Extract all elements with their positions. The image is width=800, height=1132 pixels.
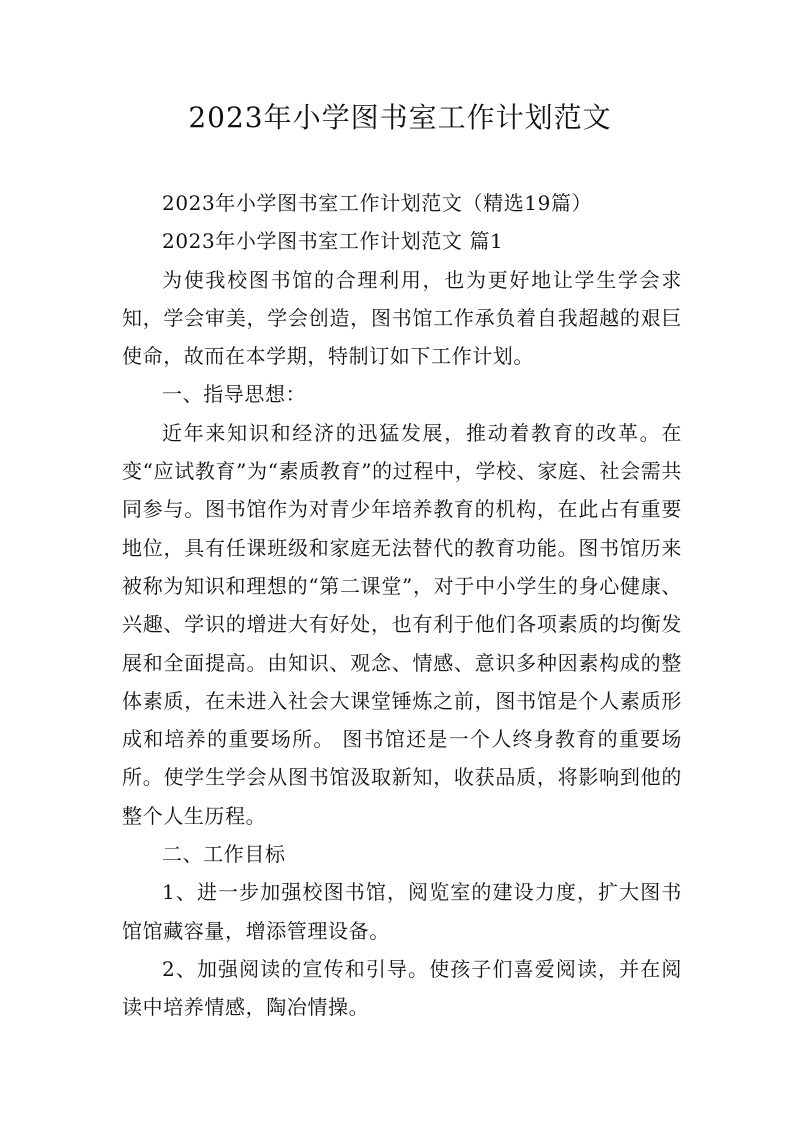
heading-guiding-ideology: 一、指导思想： [162,382,307,407]
intro-paragraph: 为使我校图书馆的合理利用，也为更好地让学生学会求知，学会审美，学会创造，图书馆工作承负着自我超越的艰巨使命，故而在本学期，特制订如下工作计划。 [122,267,682,369]
document-body [122,184,682,1027]
subtitle-paragraph: 2023年小学图书室工作计划范文（精选19篇） [162,191,593,215]
guiding-ideology-paragraph: 近年来知识和经济的迅猛发展，推动着教育的改革。在变“应试教育”为“素质教育”的过程中，学校、家庭、社会需共同参与。图书馆作为对青少年培养教育的机构，在此占有重要地位，具有任课班级和家庭无法替代的教育功能。图书馆历来被称为知识和理想的“第二课堂”，对于中小学生的身心健康、兴趣、学识的增进大有好处，也有利于他们各项素质的均衡发展和全面提高。由知识、观念、情感、意识多种因素构成的整体素质，在未进入社会大课堂锤炼之前，图书馆是个人素质形成和培养的重要场所。 图书馆还是一个人终身教育的重要场所。使学生学会从图书馆汲取新知，收获品质，将影响到他的整个人生历程。 [122,420,682,828]
heading-work-goals: 二、工作目标 [162,842,286,867]
section-heading-paragraph: 2023年小学图书室工作计划范文 篇1 [162,229,504,254]
goal-item-2: 2、加强阅读的宣传和引导。使孩子们喜爱阅读，并在阅读中培养情感，陶冶情操。 [122,956,682,1020]
document-title: 2023年小学图书室工作计划范文 [188,101,612,134]
goal-item-1: 1、进一步加强校图书馆，阅览室的建设力度，扩大图书馆馆藏容量，增添管理设备。 [122,880,682,943]
